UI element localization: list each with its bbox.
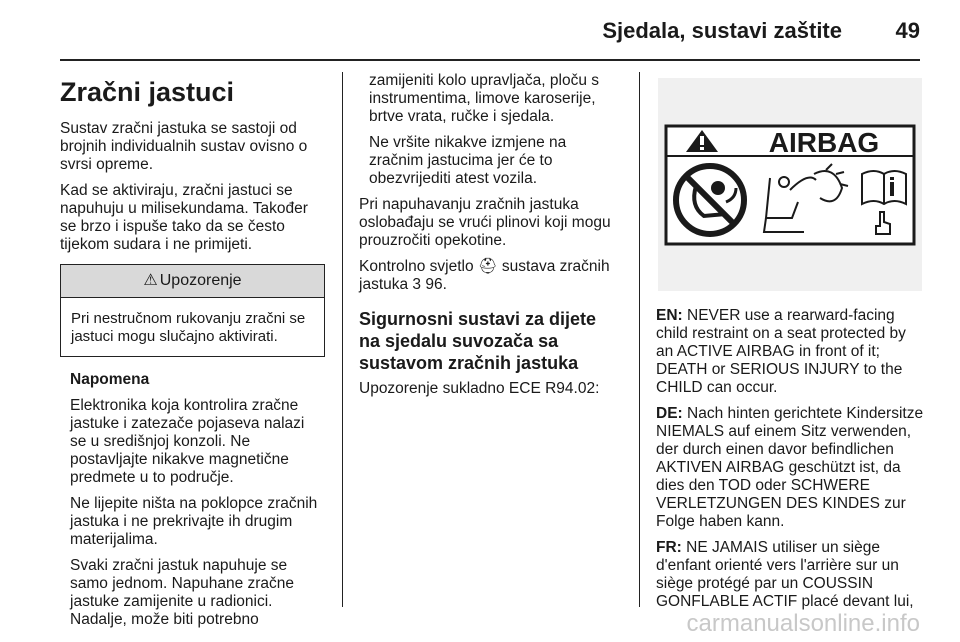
paragraph: Upozorenje sukladno ECE R94.02: — [359, 380, 600, 397]
note-title: Napomena — [70, 371, 150, 388]
warning-de — [656, 405, 924, 531]
note — [60, 371, 325, 629]
column-middle — [359, 72, 621, 406]
note-paragraph: Svaki zračni jastuk napuhuje se samo jednom. Napuhane zračne jastuke zamijenite u radionici. Nadalje, može biti potrebno — [70, 557, 295, 628]
airbag-warning-light-icon: ⛑ — [477, 258, 498, 275]
indented-block — [359, 72, 621, 188]
text-run: 96. — [421, 276, 447, 293]
text-run: Nach hinten gerichtete Kindersitze NIEMALS auf einem Sitz verwenden, der durch einen davor befindlichen AKTIVEN AIRBAG geschützt ist, da dies den TOD oder SCHWERE VERLETZUNGEN DES KINDES zur Folge haben kann. — [656, 405, 924, 530]
text-run: NE JAMAIS utiliser un siège d'enfant orienté vers l'arrière sur un siège protégé par un COUSSIN GONFLABLE ACTIF placé devant lui, — [656, 539, 914, 610]
text-run: NEVER use a rearward-facing child restraint on a seat protected by an ACTIVE AIRBAG in front of it; DEATH or SERIOUS INJURY to the CHILD can occur. — [656, 307, 906, 396]
section-title: Zračni jastuci — [60, 77, 235, 107]
airbag-warning-label — [658, 78, 922, 291]
column-left — [60, 72, 325, 637]
page-reference-icon: 3 — [412, 276, 422, 293]
note-paragraph: Elektronika koja kontrolira zračne jastuke i zatezače pojaseva nalazi se u središnjoj konzoli. Ne postavljajte nikakve magnetične predmete u to područje. — [70, 397, 305, 486]
paragraph: zamijeniti kolo upravljača, ploču s instrumentima, limove karoserije, brtve vrata, ručke i sjedala. — [369, 72, 600, 125]
paragraph: Ne vršite nikakve izmjene na zračnim jastucima jer će to obezvrijediti atest vozila. — [369, 134, 567, 187]
header-rule — [60, 59, 920, 61]
paragraph: Kad se aktiviraju, zračni jastuci se napuhuju u milisekundama. Također se brzo i ispuše tako da se često tijekom sudara i ne primijeti. — [60, 182, 308, 253]
column-right — [656, 72, 924, 619]
page-number: 49 — [895, 18, 920, 43]
warning-text: Pri nestručnom rukovanju zračni se jastuci mogu slučajno aktivirati. — [71, 310, 306, 345]
paragraph — [359, 258, 621, 294]
column-divider — [342, 72, 343, 607]
airbag-label-graphic — [658, 78, 922, 291]
paragraph: Pri napuhavanju zračnih jastuka oslobađaju se vrući plinovi koji mogu prouzročiti opekotine. — [359, 196, 611, 249]
page-header — [0, 0, 960, 62]
watermark: carmanualsonline.info — [686, 610, 920, 637]
warning-header — [61, 265, 324, 298]
text-run: Kontrolno svjetlo — [359, 258, 478, 275]
warning-triangle-icon: ⚠ — [143, 272, 158, 289]
running-title: Sjedala, sustavi zaštite — [602, 18, 842, 43]
column-divider — [639, 72, 640, 607]
language-code: FR: — [656, 539, 682, 556]
label-airbag-text: AIRBAG — [768, 127, 880, 158]
warning-title: Upozorenje — [159, 272, 242, 289]
subheading: Sigurnosni sustavi za dijete na sjedalu suvozača sa sustavom zračnih jastuka — [359, 309, 597, 373]
language-code: DE: — [656, 405, 683, 422]
warning-fr — [656, 539, 924, 611]
text-run: sustava zračnih jastuka — [359, 258, 610, 293]
note-paragraph: Ne lijepite ništa na poklopce zračnih jastuka i ne prekrivajte ih drugim materijalima. — [70, 495, 318, 548]
paragraph: Sustav zračni jastuka se sastoji od brojnih individualnih sustav ovisno o svrsi opreme. — [60, 120, 308, 173]
warning-en — [656, 307, 924, 397]
no-rear-facing-seat-icon — [676, 166, 744, 234]
language-code: EN: — [656, 307, 683, 324]
warning-box — [60, 264, 325, 357]
